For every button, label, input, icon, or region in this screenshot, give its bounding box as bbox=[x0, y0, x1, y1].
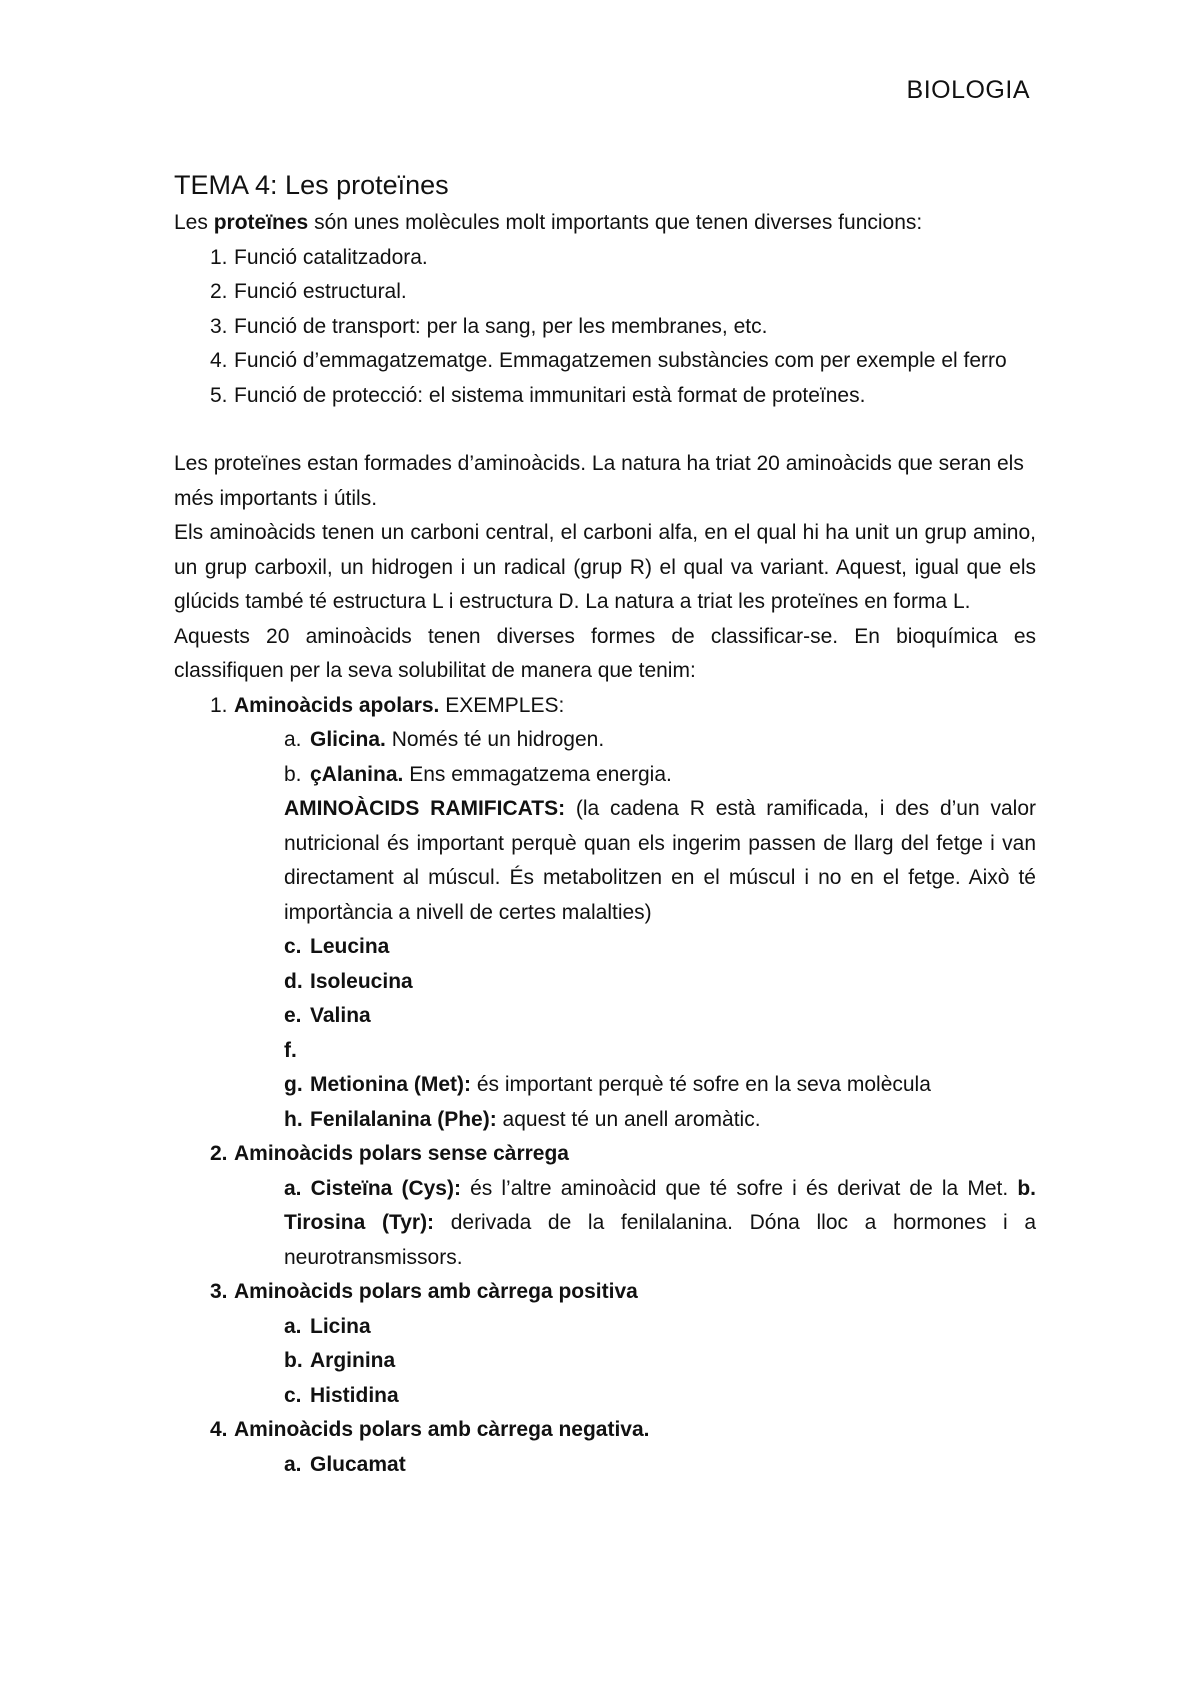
ramificats-text: (la cadena R està ramificada, i des d’un valor nutricional és important perquè quan els ingerim passen de llarg del fetge i van directament al múscul. És metabolitzen en el múscul i no en el fetge. Això té importància a nivell de certes malalties) bbox=[284, 797, 1036, 924]
function-text: Funció estructural. bbox=[234, 280, 407, 303]
intro-bold: proteïnes bbox=[213, 211, 309, 234]
function-num: 1. bbox=[210, 245, 228, 269]
function-item bbox=[174, 379, 1036, 414]
amino-item bbox=[174, 1379, 1036, 1414]
item-bold: Glucamat bbox=[310, 1452, 406, 1476]
title-label: TEMA 4 bbox=[174, 170, 271, 200]
item-text: derivada de la fenilalanina. Dóna lloc a hormones i a neurotransmissors. bbox=[284, 1211, 1036, 1269]
paragraph-classificacio: Aquests 20 aminoàcids tenen diverses formes de classificar-se. En bioquímica es classifiquen per la seva solubilitat de manera que tenim: bbox=[174, 624, 1036, 682]
item-num: g. bbox=[284, 1073, 303, 1096]
item-bold: Leucina bbox=[310, 935, 390, 958]
item-num: f. bbox=[284, 1038, 297, 1062]
item-bold: Cisteïna (Cys): bbox=[310, 1176, 461, 1200]
group-num: 4. bbox=[210, 1418, 228, 1441]
intro-paragraph bbox=[174, 206, 1036, 241]
amino-item bbox=[174, 1448, 1036, 1483]
intro-post: són unes molècules molt importants que tenen diverses funcions: bbox=[308, 211, 923, 234]
function-item bbox=[174, 241, 1036, 276]
item-bold: Histidina bbox=[310, 1383, 399, 1407]
function-item bbox=[174, 275, 1036, 310]
item-num: a. bbox=[284, 728, 302, 751]
intro-pre: Les bbox=[174, 211, 214, 234]
document-body bbox=[174, 168, 1036, 1482]
item-num: c. bbox=[284, 1383, 302, 1407]
item-bold: Isoleucina bbox=[310, 969, 413, 993]
amino-item-cisteina-tirosina bbox=[174, 1172, 1036, 1276]
page-title bbox=[174, 168, 1036, 202]
function-text: Funció d’emmagatzematge. Emmagatzemen substàncies com per exemple el ferro bbox=[234, 349, 1007, 372]
item-bold: Fenilalanina (Phe): bbox=[310, 1107, 497, 1131]
item-bold: çAlanina. bbox=[310, 762, 404, 786]
group-num: 2. bbox=[210, 1142, 228, 1165]
item-text: és important perquè té sofre en la seva molècula bbox=[470, 1073, 931, 1096]
group-heading bbox=[174, 1413, 1036, 1448]
paragraph-aminoacids: Les proteïnes estan formades d’aminoàcids. La natura ha triat 20 aminoàcids que seran els més importants i útils. bbox=[174, 452, 1024, 510]
amino-item bbox=[174, 758, 1036, 793]
item-text: aquest té un anell aromàtic. bbox=[496, 1107, 761, 1131]
item-num: a. bbox=[284, 1314, 302, 1338]
amino-item bbox=[174, 1103, 1036, 1138]
group-title: Aminoàcids polars amb càrrega positiva bbox=[234, 1280, 638, 1303]
amino-item bbox=[174, 1068, 1036, 1103]
item-text: Ens emmagatzema energia. bbox=[403, 762, 672, 786]
group-title: Aminoàcids polars sense càrrega bbox=[234, 1142, 569, 1165]
function-item bbox=[174, 310, 1036, 345]
group-num: 3. bbox=[210, 1280, 228, 1303]
item-bold: Tirosina (Tyr): bbox=[284, 1211, 435, 1234]
function-num: 2. bbox=[210, 280, 228, 303]
group-num: 1. bbox=[210, 693, 228, 717]
ramificats-note bbox=[174, 792, 1036, 930]
spacer bbox=[174, 413, 1036, 447]
group-heading bbox=[174, 689, 1036, 724]
group-title: Aminoàcids apolars. bbox=[234, 693, 440, 717]
item-num: c. bbox=[284, 935, 302, 958]
page-header: BIOLOGIA bbox=[906, 76, 1030, 104]
function-text: Funció de protecció: el sistema immunitari està format de proteïnes. bbox=[234, 383, 866, 407]
group-suffix: EXEMPLES: bbox=[439, 693, 565, 717]
title-topic: Les proteïnes bbox=[277, 170, 449, 200]
item-bold: Licina bbox=[310, 1314, 371, 1338]
function-num: 5. bbox=[210, 383, 228, 407]
title-colon: : bbox=[270, 170, 278, 200]
function-text: Funció catalitzadora. bbox=[234, 245, 428, 269]
amino-item bbox=[174, 1034, 1036, 1069]
amino-item bbox=[174, 723, 1036, 758]
amino-item bbox=[174, 965, 1036, 1000]
paragraph-carboni-alfa: Els aminoàcids tenen un carboni central, el carboni alfa, en el qual hi ha unit un grup amino, un grup carboxil, un hidrogen i un radical (grup R) el qual va variant. Aquest, igual que els glúcids també té estructura L i estructura D. La natura a triat les proteïnes en forma L. bbox=[174, 521, 1036, 613]
item-bold: Glicina. bbox=[310, 728, 386, 751]
item-num: b. bbox=[284, 762, 302, 786]
function-num: 3. bbox=[210, 314, 228, 338]
amino-item bbox=[174, 999, 1036, 1034]
function-num: 4. bbox=[210, 349, 228, 372]
group-heading bbox=[174, 1137, 1036, 1172]
ramificats-bold: AMINOÀCIDS RAMIFICATS: bbox=[284, 797, 566, 820]
item-bold: Metionina (Met): bbox=[310, 1073, 471, 1096]
item-num: h. bbox=[284, 1107, 303, 1131]
group-heading bbox=[174, 1275, 1036, 1310]
item-num: d. bbox=[284, 969, 303, 993]
item-num: b. bbox=[1017, 1176, 1036, 1200]
amino-item bbox=[174, 930, 1036, 965]
group-title: Aminoàcids polars amb càrrega negativa. bbox=[234, 1418, 650, 1441]
amino-item bbox=[174, 1344, 1036, 1379]
item-text: Només té un hidrogen. bbox=[385, 728, 605, 751]
item-bold: Valina bbox=[310, 1004, 371, 1027]
function-text: Funció de transport: per la sang, per les membranes, etc. bbox=[234, 314, 768, 338]
item-text: és l’altre aminoàcid que té sofre i és derivat de la Met. bbox=[460, 1176, 1018, 1200]
function-item bbox=[174, 344, 1036, 379]
item-num: b. bbox=[284, 1349, 303, 1372]
amino-item bbox=[174, 1310, 1036, 1345]
item-num: a. bbox=[284, 1176, 302, 1200]
item-num: a. bbox=[284, 1452, 302, 1476]
item-num: e. bbox=[284, 1004, 302, 1027]
item-bold: Arginina bbox=[310, 1349, 396, 1372]
